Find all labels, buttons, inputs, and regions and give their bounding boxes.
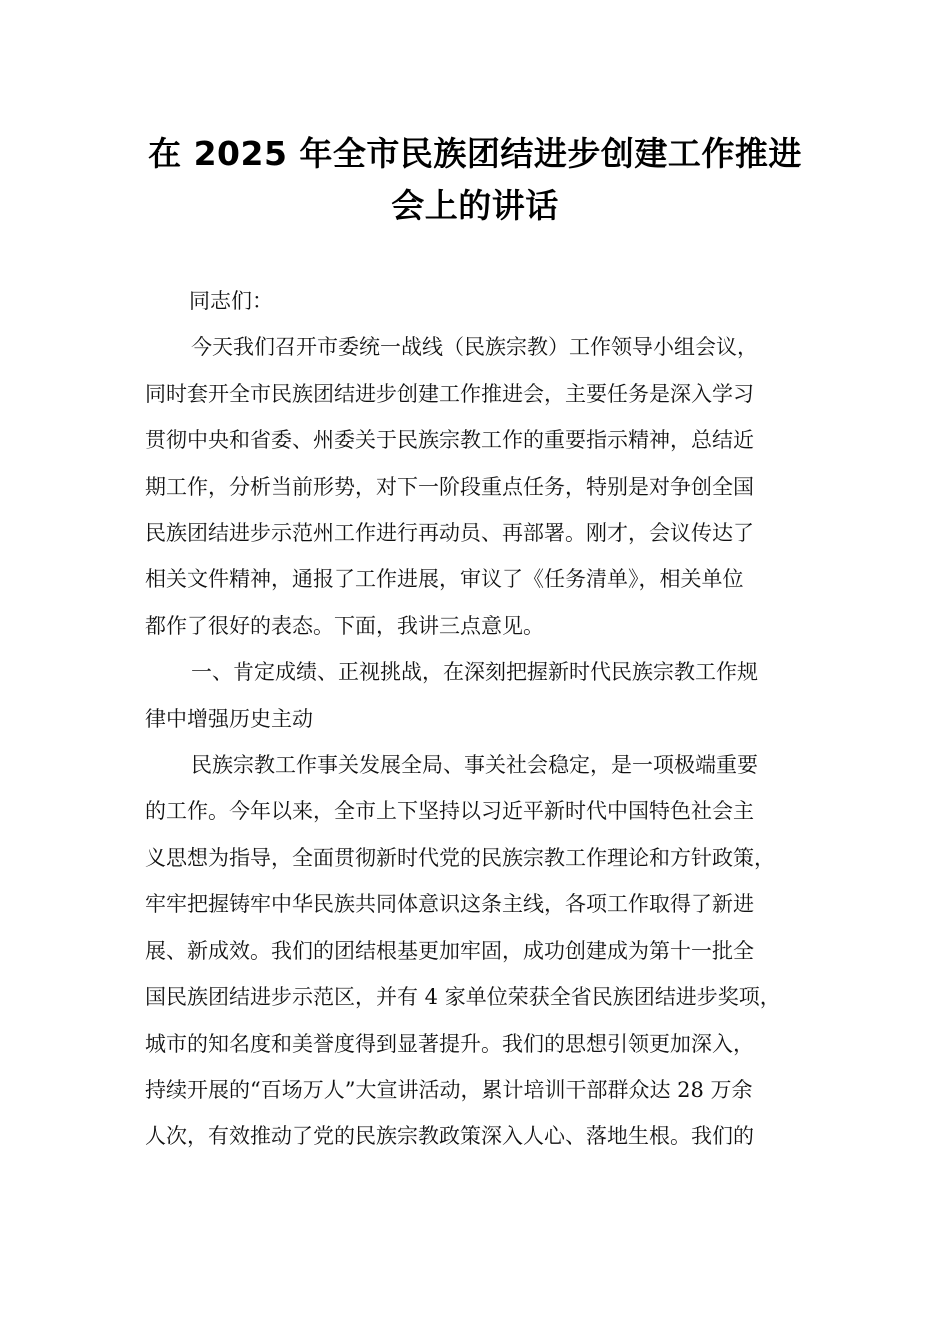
body-paragraph [145, 742, 815, 1160]
text-line: 牢牢把握铸牢中华民族共同体意识这条主线，各项工作取得了新进 [145, 892, 754, 917]
title-line: 在 2025 年全市民族团结进步创建工作推进 [148, 134, 802, 173]
section-heading-paragraph [145, 649, 815, 742]
salutation-paragraph [145, 278, 815, 324]
text-line: 国民族团结进步示范区，并有 4 家单位荣获全省民族团结进步奖项， [145, 985, 781, 1010]
intro-paragraph [145, 324, 815, 649]
text-line: 同时套开全市民族团结进步创建工作推进会，主要任务是深入学习 [145, 381, 754, 406]
text-line: 持续开展的“百场万人”大宣讲活动，累计培训干部群众达 28 万余 [145, 1077, 753, 1102]
text-line: 贯彻中央和省委、州委关于民族宗教工作的重要指示精神，总结近 [145, 428, 754, 453]
text-line: 律中增强历史主动 [145, 706, 313, 731]
text-line: 民族团结进步示范州工作进行再动员、再部署。刚才，会议传达了 [145, 521, 754, 546]
document-body [145, 278, 815, 1160]
document-title [120, 128, 830, 232]
text-line: 同志们： [189, 289, 273, 313]
text-line: 今天我们召开市委统一战线（民族宗教）工作领导小组会议， [191, 335, 758, 360]
text-line: 城市的知名度和美誉度得到显著提升。我们的思想引领更加深入， [145, 1031, 754, 1056]
text-line: 义思想为指导，全面贯彻新时代党的民族宗教工作理论和方针政策， [145, 845, 775, 870]
text-line: 相关文件精神，通报了工作进展，审议了《任务清单》，相关单位 [145, 567, 744, 592]
text-line: 展、新成效。我们的团结根基更加牢固，成功创建成为第十一批全 [145, 938, 754, 963]
title-line: 会上的讲话 [391, 186, 559, 225]
text-line: 都作了很好的表态。下面，我讲三点意见。 [145, 613, 544, 638]
text-line: 一、肯定成绩、正视挑战，在深刻把握新时代民族宗教工作规 [191, 660, 758, 685]
text-line: 人次，有效推动了党的民族宗教政策深入人心、落地生根。我们的 [145, 1124, 754, 1149]
text-line: 期工作，分析当前形势，对下一阶段重点任务，特别是对争创全国 [145, 474, 754, 499]
text-line: 的工作。今年以来，全市上下坚持以习近平新时代中国特色社会主 [145, 799, 754, 824]
text-line: 民族宗教工作事关发展全局、事关社会稳定，是一项极端重要 [191, 753, 758, 778]
